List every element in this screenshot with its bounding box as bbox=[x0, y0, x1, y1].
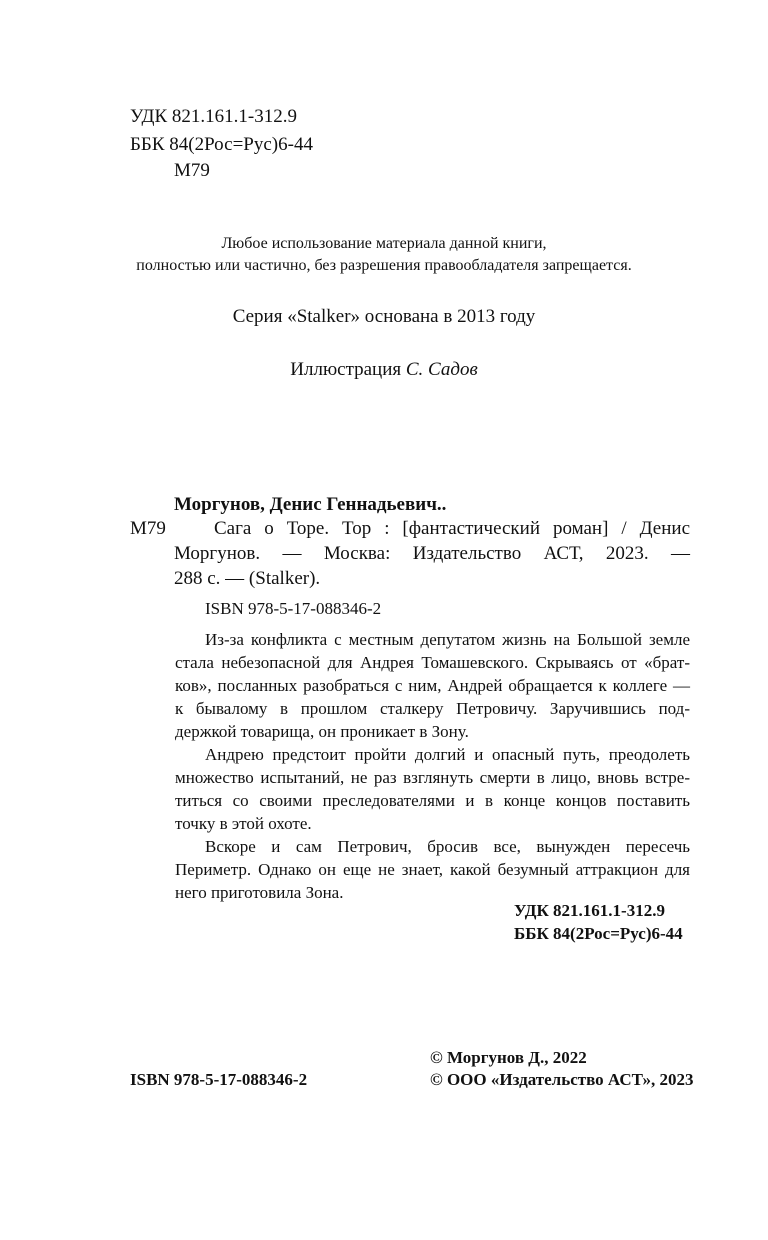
footer-isbn: ISBN 978-5-17-088346-2 bbox=[130, 1070, 308, 1089]
series-line: Серия «Stalker» основана в 2013 году bbox=[232, 306, 536, 327]
copyright-author: © Моргунов Д., 2022 bbox=[430, 1048, 587, 1067]
annotation-p1-line2: стала небезопасной для Андрея Томашевского. Скрываясь от «брат- bbox=[175, 653, 690, 672]
annotation-p3-line1: Вскоре и сам Петрович, бросив все, вынужден пересечь bbox=[205, 837, 690, 856]
catalog-title-line3: 288 с. — (Stalker). bbox=[174, 568, 321, 589]
annotation-p3-line2: Периметр. Однако он еще не знает, какой безумный аттракцион для bbox=[175, 860, 690, 879]
illustration-credit bbox=[0, 357, 768, 383]
catalog-title-line2: Моргунов. — Москва: Издательство АСТ, 2023. — bbox=[174, 543, 690, 564]
udk-code: УДК 821.161.1-312.9 bbox=[130, 106, 297, 127]
rights-notice-line2: полностью или частично, без разрешения правообладателя запрещается. bbox=[136, 257, 632, 274]
annotation-p1-line3: ков», посланных разобраться с ним, Андрей обращается к коллеге — bbox=[175, 676, 690, 695]
annotation-p2-line2: множество испытаний, не раз взглянуть смерти в лицо, вновь встре- bbox=[175, 768, 690, 787]
annotation-p1-line1: Из-за конфликта с местным депутатом жизнь на Большой земле bbox=[205, 630, 690, 649]
annotation-p2-line3: титься со своими преследователями и в конце концов поставить bbox=[175, 791, 690, 810]
catalog-isbn: ISBN 978-5-17-088346-2 bbox=[205, 599, 382, 618]
copyright-publisher: © ООО «Издательство АСТ», 2023 bbox=[430, 1070, 694, 1089]
catalog-author-heading: Моргунов, Денис Геннадьевич.. bbox=[174, 494, 447, 515]
author-mark: М79 bbox=[174, 160, 210, 181]
annotation-p1-line4: к бывалому в прошлом сталкеру Петровичу. Заручившись под- bbox=[175, 699, 690, 718]
bbk-code: ББК 84(2Рос=Рус)6-44 bbox=[130, 134, 313, 155]
bottom-bbk-code: ББК 84(2Рос=Рус)6-44 bbox=[514, 924, 683, 943]
annotation-p3-line3: него приготовила Зона. bbox=[175, 883, 344, 902]
annotation-p2-line1: Андрею предстоит пройти долгий и опасный путь, преодолеть bbox=[205, 745, 690, 764]
catalog-title-line1: Сага о Торе. Тор : [фантастический роман] / Денис bbox=[214, 518, 690, 539]
rights-notice-line1: Любое использование материала данной книги, bbox=[221, 235, 547, 252]
annotation-p1-line5: держкой товарища, он проникает в Зону. bbox=[175, 722, 469, 741]
illustration-label: Иллюстрация bbox=[290, 359, 402, 380]
illustration-artist: С. Садов bbox=[405, 359, 478, 380]
bottom-udk-code: УДК 821.161.1-312.9 bbox=[514, 901, 665, 920]
annotation-p2-line4: точку в этой охоте. bbox=[175, 814, 312, 833]
catalog-mark: М79 bbox=[130, 518, 166, 539]
